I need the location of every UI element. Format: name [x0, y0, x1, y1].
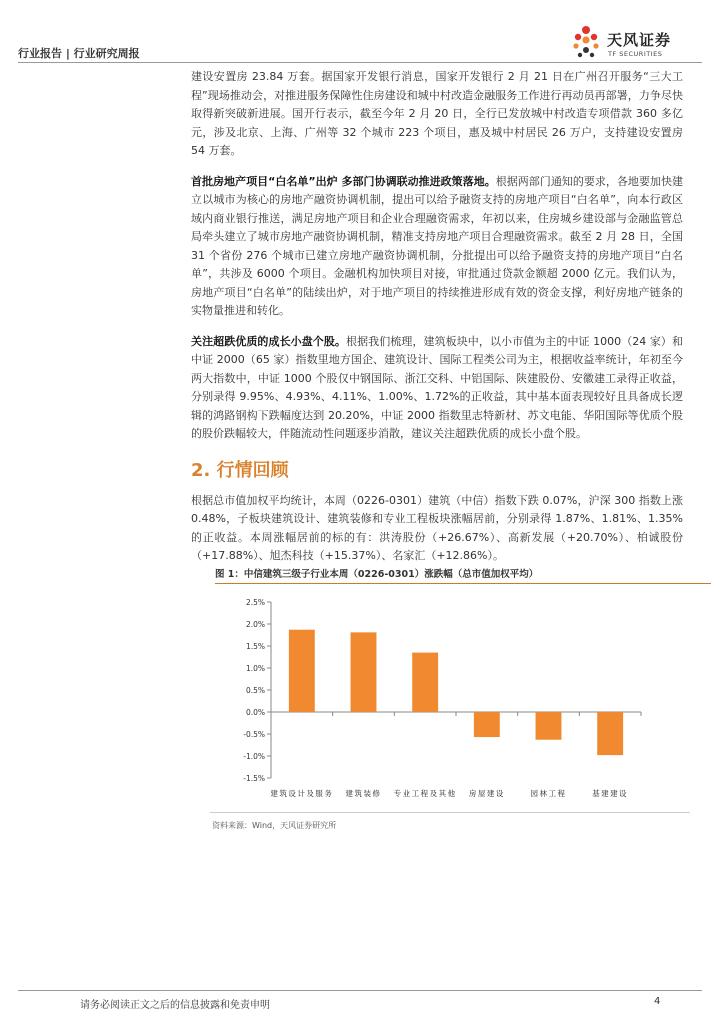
paragraph-market-review: 根据总市值加权平均统计，本周（0226-0301）建筑（中信）指数下跌 0.07%，沪深 300 指数上涨 0.48%，子板块建筑设计、建筑装修和专业工程板块涨幅居前，分别录得 1.87%、1.81%、1.35%的正收益。本周涨幅居前的标的有：洪涛股份（+26.67%）、高新发展（+20.70%）、柏诚股份（+17.88%）、旭杰科技（+15.37%）、名家汇（+12.86%）。	[191, 493, 683, 562]
page-number: 4	[654, 996, 661, 1007]
y-tick-label: -1.5%	[243, 774, 265, 783]
bar-3	[474, 712, 500, 737]
footer-disclaimer: 请务必阅读正文之后的信息披露和免责申明	[80, 1000, 270, 1011]
footer-divider	[18, 990, 702, 991]
y-tick-label: -0.5%	[243, 730, 265, 739]
x-tick-label: 房屋建设	[468, 789, 505, 798]
x-tick-label: 建筑装修	[345, 789, 382, 798]
logo-mark-icon	[569, 24, 603, 60]
bar-1	[351, 632, 377, 712]
y-tick-label: -1.0%	[243, 752, 265, 761]
y-tick-label: 0.0%	[245, 708, 265, 717]
bar-2	[412, 653, 438, 712]
paragraph-smallcap	[191, 333, 683, 444]
paragraph-whitelist-lead: 首批房地产项目“白名单”出炉 多部门协调联动推进政策落地。	[191, 174, 496, 188]
bar-5	[597, 712, 623, 755]
y-tick-label: 1.0%	[245, 664, 265, 673]
report-type-label: 行业报告 | 行业研究周报	[18, 47, 140, 60]
source-divider	[210, 812, 690, 813]
x-tick-label: 专业工程及其他	[393, 789, 457, 798]
figure-title: 图 1：中信建筑三级子行业本周（0226-0301）涨跌幅（总市值加权平均）	[215, 566, 711, 584]
bar-chart	[231, 592, 671, 822]
header-divider	[18, 62, 702, 63]
figure-source: 资料来源：Wind，天风证券研究所	[212, 821, 337, 830]
x-tick-label: 园林工程	[530, 789, 567, 798]
y-tick-label: 2.0%	[245, 620, 265, 629]
y-tick-label: 0.5%	[245, 686, 265, 695]
logo-name-en: TF SECURITIES	[608, 50, 663, 58]
figure-1	[191, 566, 711, 822]
x-tick-label: 建筑设计及服务	[270, 789, 334, 798]
y-tick-label: 2.5%	[245, 598, 265, 607]
paragraph-whitelist-body: 根据两部门通知的要求，各地要加快建立以城市为核心的房地产融资协调机制，提出可以给予融资支持的房地产项目“白名单”，向本行政区域内商业银行推送，满足房地产项目和企业合理融资需求，年初以来，住房城乡建设部与金融监管总局牵头建立了城市房地产融资协调机制，精准支持房地产项目合理融资需求。截至 2 月 28 日，全国 31 个省份 276 个城市已建立房地产融资协调机制，分批提出可以给予融资支持的房地产项目“白名单”，共涉及 6000 个项目。金融机构加快项目对接，审批通过贷款金额超 2000 亿元。我们认为，房地产项目“白名单”的陆续出炉，对于地产项目的持续推进形成有效的资金支撑，利好房地产链条的实物量推进和转化。	[191, 174, 683, 317]
x-tick-label: 基建建设	[592, 789, 629, 798]
paragraph-smallcap-body: 根据我们梳理，建筑板块中，以小市值为主的中证 1000（24 家）和中证 2000（65 家）指数里地方国企、建筑设计、国际工程类公司为主，根据收益率统计，年初至今两大指数中，中证 1000 个股仅中钢国际、浙江交科、中铝国际、陕建股份、安徽建工录得正收益，分别录得 9.95%、4.93%、4.11%、1.00%、1.72%的正收益，其中基本面表现较好且具备成长逻辑的鸿路钢构下跌幅度达到 20.20%，中证 2000 指数里志特新材、苏文电能、华阳国际等优质个股的股价跌幅较大，伴随流动性问题逐步消散，建议关注超跌优质的成长小盘个股。	[191, 334, 684, 440]
paragraph-smallcap-lead: 关注超跌优质的成长小盘个股。	[191, 334, 347, 348]
bar-4	[536, 712, 562, 740]
section-heading-market-review: 2. 行情回顾	[191, 459, 289, 481]
y-tick-label: 1.5%	[245, 642, 265, 651]
bar-0	[289, 630, 315, 712]
company-logo	[569, 24, 709, 60]
paragraph-resettlement: 建设安置房 23.84 万套。据国家开发银行消息，国家开发银行 2 月 21 日在广州召开服务“三大工程”现场推动会，对推进服务保障性住房建设和城中村改造金融服务工作进行再动员再部署，力争尽快取得新突破新进展。国开行表示，截至今年 2 月 20 日，全行已发放城中村改造专项借款 360 多亿元，涉及北京、上海、广州等 32 个城市 223 个项目，惠及城中村居民 26 万户，支持建设安置房 54 万套。	[191, 70, 683, 157]
paragraph-whitelist	[191, 173, 683, 321]
main-content	[191, 68, 683, 578]
chart-container	[231, 592, 641, 822]
logo-name-cn: 天风证券	[607, 31, 672, 49]
